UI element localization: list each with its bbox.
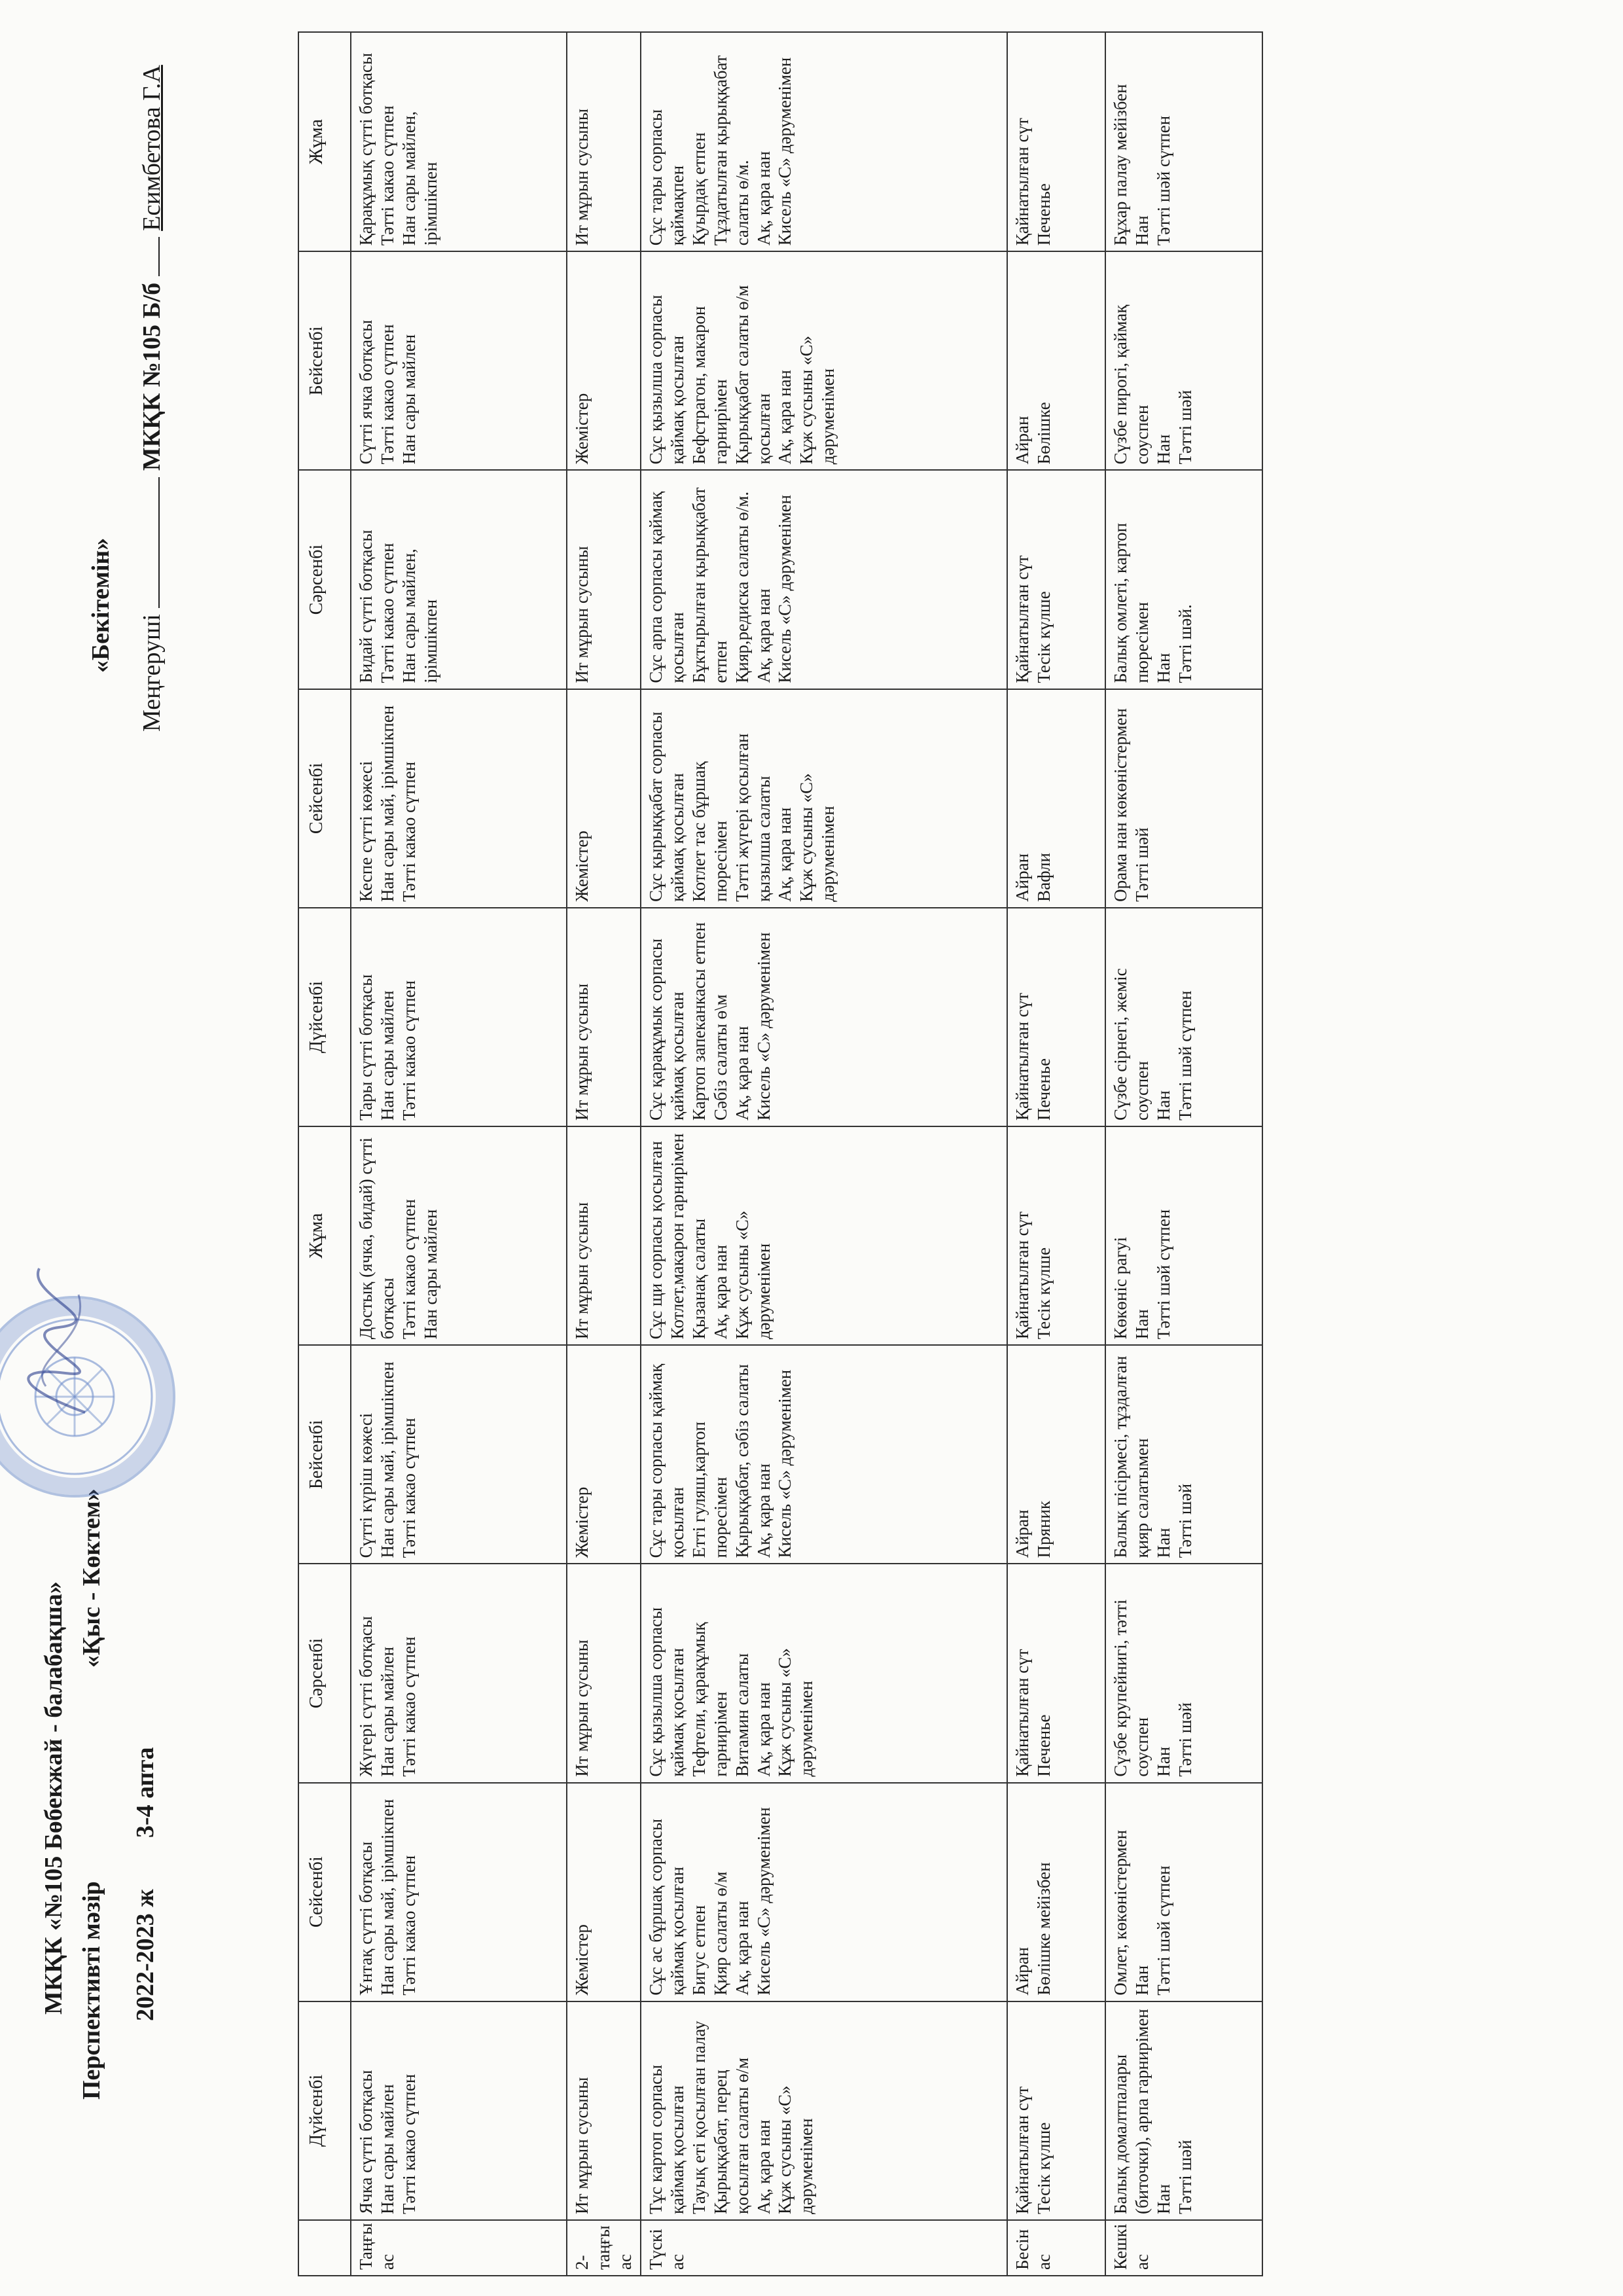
dish-line: Ақ, қара нан (775, 807, 795, 902)
menu-table (298, 31, 1263, 2276)
dish-line: Тәтті какао сүтпен (399, 1855, 419, 1996)
dish-line: Нан (1132, 1965, 1152, 1996)
dish-line: Қайнатылған сүт (1012, 2086, 1032, 2214)
dish-line: Бұктырылған қырыққабат етпен (688, 487, 730, 683)
dish-line: Нан (1153, 1528, 1173, 1558)
dish-line: Орама нан көкөністермен (1110, 708, 1130, 902)
menu-cell (1007, 1783, 1105, 2001)
dish-line: Ит мұрын сусыны (572, 108, 592, 246)
dish-line: Қайнатылған сүт (1012, 1211, 1032, 1340)
dish-line: Бөлішке (1033, 402, 1054, 465)
dish-line: Бұхар палау мейізбен (1110, 84, 1130, 246)
dish-line: Сұс қызылша сорпасы қаймақ қосылған (645, 1607, 687, 1777)
dish-line: Сүзбе сірнегі, жеміс соуспен (1110, 968, 1152, 1121)
dish-line: Жемістер (572, 1486, 592, 1558)
dish-line: Жемістер (572, 831, 592, 902)
year-label: 2022-2023 ж (132, 1889, 159, 2021)
dish-line: Ақ, қара нан (710, 1244, 730, 1340)
dish-line: Етті гуляш,картоп пюресімен (688, 1421, 730, 1558)
dish-line: Тесік күлше (1033, 2122, 1054, 2214)
dish-line: Нан сары май, ірімшікпен (377, 1361, 397, 1558)
menu-cell (567, 1126, 641, 1345)
dish-line: Қырыққабат, сәбіз салаты (732, 1364, 752, 1558)
dish-line: Нан сары майлен (377, 990, 397, 1121)
approval-role: Меңгеруші (138, 614, 166, 732)
dish-line: Тәтті шәй. (1175, 604, 1195, 683)
dish-line: Тұздатылған қырыққабат салаты ө/м. (710, 55, 752, 246)
menu-cell (1007, 908, 1105, 1126)
dish-line: Тары сүтті ботқасы (356, 974, 376, 1121)
meal-row (1007, 32, 1105, 2276)
menu-cell (351, 251, 567, 470)
day-header: Дүйсенбі (298, 908, 351, 1126)
signature-blank (158, 477, 160, 608)
menu-cell (567, 2001, 641, 2220)
menu-cell (1105, 470, 1262, 689)
dish-line: Ұнтақ сүтті ботқасы (356, 1841, 376, 1996)
menu-cell (1007, 2001, 1105, 2220)
dish-line: Тәтті шәй (1175, 389, 1195, 465)
dish-line: Нан (1153, 653, 1173, 683)
menu-cell (1105, 908, 1262, 1126)
menu-cell (351, 1564, 567, 1782)
dish-line: Нан сары май, ірімшікпен (377, 705, 397, 902)
menu-cell (1105, 1783, 1262, 2001)
menu-cell (567, 32, 641, 251)
dish-line: Нан (1153, 1746, 1173, 1777)
dish-line: Нан сары майлен (420, 1209, 440, 1340)
menu-cell (1007, 32, 1105, 251)
day-header: Сейсенбі (298, 1783, 351, 2001)
dish-line: Тауық еті қосылған палау (688, 2020, 709, 2214)
dish-line: Кисель «С» дәруменімен (753, 932, 774, 1121)
meal-row (351, 32, 567, 2276)
menu-cell (567, 1345, 641, 1564)
menu-cell (567, 251, 641, 470)
menu-cell (1105, 251, 1262, 470)
dish-line: Балық омлеті, картоп пюресімен (1110, 522, 1152, 683)
dish-line: Тесік күлше (1033, 1247, 1054, 1340)
menu-cell (1105, 32, 1262, 251)
dish-line: Ақ, қара нан (775, 370, 795, 465)
menu-cell (641, 1564, 1007, 1782)
dish-line: Кұж сусыны «С» дәруменімен (775, 2085, 817, 2214)
meal-name-cell: Түскі ас (641, 2220, 1007, 2276)
meal-name-cell: Таңғы ас (351, 2220, 567, 2276)
dish-line: Сұс қызылша сорпасы қаймақ қосылған (645, 295, 687, 465)
menu-cell (1105, 1564, 1262, 1782)
dish-line: Ит мұрын сусыны (572, 1640, 592, 1777)
dish-line: Кұж сусыны «С» дәруменімен (796, 773, 838, 902)
menu-cell (351, 908, 567, 1126)
dish-line: Сүзбе пирогі, қаймақ соуспен (1110, 304, 1152, 465)
dish-line: Қайнатылған сүт (1012, 1649, 1032, 1777)
dish-line: Сұс щи сорпасы қосылған (645, 1141, 666, 1340)
dish-line: Қарақұмық сүтті ботқасы (356, 52, 376, 246)
dish-line: Тәтті какао сүтпен (377, 543, 397, 683)
dish-line: Тәтті какао сүтпен (399, 2073, 419, 2214)
dish-line: Сұс ас бұршақ сорпасы қаймақ қосылған (645, 1818, 687, 1996)
menu-cell (1007, 1564, 1105, 1782)
dish-line: Тәтті жүгері қосылған қызылша салаты (732, 733, 774, 902)
day-header: Бейсенбі (298, 251, 351, 470)
dish-line: Тәтті какао сүтпен (399, 1418, 419, 1558)
dish-line: Сәбіз салаты ө\м (710, 994, 730, 1121)
meal-name-cell: Кешкі ас (1105, 2220, 1262, 2276)
menu-body (351, 32, 1262, 2276)
dish-line: Айран (1012, 1509, 1032, 1558)
menu-cell (351, 1345, 567, 1564)
dish-line: Ячка сүтті ботқасы (356, 2070, 376, 2214)
menu-cell (351, 689, 567, 908)
day-header: Жұма (298, 1126, 351, 1345)
day-header: Сәрсенбі (298, 470, 351, 689)
dish-line: Сұс арпа сорпасы қаймақ қосылған (645, 491, 687, 683)
dish-line: Тәтті шәй сүтпен (1153, 1865, 1173, 1996)
dish-line: Айран (1012, 853, 1032, 902)
dish-line: Сұс қырыққабат сорпасы қаймақ қосылған (645, 711, 687, 902)
dish-line: Нан сары майлен (399, 334, 419, 465)
season-title: «Қыс - Көктем» (78, 1488, 105, 1668)
menu-cell (1105, 2001, 1262, 2220)
dish-line: Тәтті какао сүтпен (399, 761, 419, 902)
dish-line: Витамин салаты (732, 1653, 752, 1777)
dish-line: Ит мұрын сусыны (572, 546, 592, 683)
menu-cell (641, 2001, 1007, 2220)
dish-line: Нан (1132, 1309, 1152, 1340)
dish-line: Сұс тары сорпасы қаймақпен (645, 109, 687, 246)
approval-org: МКҚК №105 Б/б (138, 282, 166, 471)
dish-line: Ит мұрын сусыны (572, 2077, 592, 2214)
dish-line: Картоп запеканкасы етпен (688, 922, 709, 1121)
corner-cell (298, 2220, 351, 2276)
weeks-label: 3-4 апта (132, 1747, 159, 1838)
dish-line: Қырыққабат, перец қосылған салаты ө/м (710, 2057, 752, 2214)
menu-cell (641, 251, 1007, 470)
menu-cell (567, 689, 641, 908)
dish-line: Бөлішке мейізбен (1033, 1862, 1054, 1996)
dish-line: Сүтті күріш көжесі (356, 1412, 376, 1558)
menu-cell (641, 1126, 1007, 1345)
dish-line: Сүзбе крупейнигі, тәтті соуспен (1110, 1599, 1152, 1777)
menu-cell (567, 908, 641, 1126)
dish-line: Тұс картоп сорпасы қаймақ қосылған (645, 2064, 687, 2214)
dish-line: Қуырдақ етпен (688, 132, 709, 246)
dish-line: Омлет, көкөністермен (1110, 1829, 1130, 1996)
menu-cell (1007, 251, 1105, 470)
menu-cell (1007, 1345, 1105, 1564)
menu-cell (567, 1783, 641, 2001)
dish-line: Нан сары майлен (377, 2084, 397, 2214)
dish-line: Жемістер (572, 393, 592, 465)
meal-name-cell: Бесін ас (1007, 2220, 1105, 2276)
dish-line: Тәтті какао сүтпен (399, 980, 419, 1121)
dish-line: Сүтті ячка ботқасы (356, 319, 376, 465)
header-row (298, 32, 351, 2276)
dish-line: Қияр салаты ө/м (710, 1871, 730, 1996)
dish-line: Бигус етпен (688, 1905, 709, 1996)
dish-line: Айран (1012, 1946, 1032, 1996)
meal-row (641, 32, 1007, 2276)
dish-line: Кұж сусыны «С» дәруменімен (732, 1210, 774, 1340)
menu-cell (351, 32, 567, 251)
dish-line: Нан сары май, ірімшікпен (377, 1799, 397, 1996)
menu-cell (641, 908, 1007, 1126)
dish-line: Кұж сусыны «С» дәруменімен (796, 335, 838, 465)
dish-line: Тәтті шәй сүтпен (1153, 1209, 1173, 1340)
dish-line: Балық пісірмесі, тұздалған қияр салатымен (1110, 1355, 1152, 1558)
dish-line: Тәтті шәй сүтпен (1153, 115, 1173, 246)
dish-line: Тесік күлше (1033, 591, 1054, 683)
menu-cell (641, 689, 1007, 908)
dish-line: Қайнатылған сүт (1012, 555, 1032, 683)
dish-line: Қызанақ салаты (688, 1218, 709, 1340)
dish-line: Тәтті шәй (1175, 2140, 1195, 2214)
dish-line: Сұс тары сорпасы қаймақ қосылған (645, 1363, 687, 1558)
menu-cell (351, 1126, 567, 1345)
dish-line: Тәтті шәй (1175, 1702, 1195, 1777)
dish-line: Тефтели, қарақұмық гарнирімен (688, 1622, 730, 1777)
approval-title: «Бекітемін» (87, 537, 115, 673)
dish-line: Бидай сүтті ботқасы (356, 529, 376, 683)
dish-line: Нан (1132, 215, 1152, 246)
day-header: Жұма (298, 32, 351, 251)
dish-line: Жүгері сүтті ботқасы (356, 1616, 376, 1777)
dish-line: Нан (1153, 2184, 1173, 2214)
menu-cell (351, 1783, 567, 2001)
dish-line: Нан сары майлен, ірімшікпен (399, 548, 440, 683)
dish-line: Ақ, қара нан (753, 588, 774, 683)
menu-title: Перспективті мәзір (78, 1881, 105, 2100)
menu-cell (641, 1783, 1007, 2001)
dish-line: Нан сары майлен (377, 1646, 397, 1777)
dish-line: Көкөніс рагуі (1110, 1236, 1130, 1340)
menu-cell (1105, 1345, 1262, 1564)
day-header: Дүйсенбі (298, 2001, 351, 2220)
dish-line: Кеспе сүтті көжесі (356, 761, 376, 902)
dish-line: Пряник (1033, 1500, 1054, 1558)
menu-cell (1007, 689, 1105, 908)
menu-cell (567, 470, 641, 689)
menu-cell (1105, 1126, 1262, 1345)
dish-line: Печенье (1033, 1058, 1054, 1121)
dish-line: Кисель «С» дәруменімен (775, 1369, 795, 1558)
dish-line: Кисель «С» дәруменімен (775, 495, 795, 683)
approval-line (137, 65, 166, 732)
dish-line: Кисель «С» дәруменімен (753, 1807, 774, 1996)
signature-blank-2 (158, 237, 160, 276)
meal-row (567, 32, 641, 2276)
day-header: Сәрсенбі (298, 1564, 351, 1782)
dish-line: Сұс қарақұмык сорпасы қаймақ қосылған (645, 938, 687, 1121)
dish-line: Тәтті какао сүтпен (399, 1199, 419, 1340)
dish-line: Тәтті какао сүтпен (377, 105, 397, 246)
dish-line: Нан сары майлен, ірімшікпен (399, 111, 440, 246)
dish-line: Ақ, қара нан (753, 1682, 774, 1777)
day-header: Бейсенбі (298, 1345, 351, 1564)
menu-cell (567, 1564, 641, 1782)
menu-cell (641, 1345, 1007, 1564)
dish-line: Ақ, қара нан (753, 2119, 774, 2214)
dish-line: Тәтті какао сүтпен (377, 324, 397, 465)
dish-line: Бефстрагон, макарон гарнирімен (688, 306, 730, 465)
dish-line: Ит мұрын сусыны (572, 1202, 592, 1340)
dish-line: Кұж сусыны «С» дәруменімен (775, 1648, 817, 1777)
dish-line: Тәтті шәй (1175, 1483, 1195, 1558)
dish-line: Ақ, қара нан (732, 1026, 752, 1121)
dish-line: Ит мұрын сусыны (572, 983, 592, 1121)
signature-scribble-icon (0, 1255, 118, 1426)
dish-line: Қайнатылған сүт (1012, 118, 1032, 246)
dish-line: Нан (1153, 1090, 1173, 1121)
menu-cell (1007, 1126, 1105, 1345)
menu-cell (351, 470, 567, 689)
dish-line: Қырыққабат салаты ө/м қосылған (732, 285, 774, 465)
day-header: Сейсенбі (298, 689, 351, 908)
dish-line: Тәтті какао сүтпен (399, 1636, 419, 1777)
dish-line: Нан (1153, 434, 1173, 465)
institution-title: МКҚК «№105 Бөбекжай - балабақша» (40, 1581, 67, 2015)
dish-line: Котлет,макарон гарнирімен (667, 1133, 687, 1340)
dish-line: Ақ, қара нан (732, 1901, 752, 1996)
dish-line: Кисель «С» дәруменімен (775, 57, 795, 246)
dish-line: Достық (ячка, бидай) сүтті ботқасы (356, 1137, 397, 1340)
menu-cell (1105, 689, 1262, 908)
approval-name: Есимбетова Г.А (138, 65, 166, 231)
menu-cell (1007, 470, 1105, 689)
dish-line: Қайнатылған сүт (1012, 992, 1032, 1121)
dish-line: Айран (1012, 416, 1032, 465)
dish-line: Тәтті шәй (1132, 827, 1152, 902)
dish-line: Тәтті шәй сүтпен (1175, 990, 1195, 1121)
dish-line: Ақ, қара нан (753, 151, 774, 246)
dish-line: Балық домалтпалары (биточки), арпа гарнирімен (1110, 2009, 1152, 2214)
dish-line: Печенье (1033, 183, 1054, 246)
dish-line: Вафли (1033, 853, 1054, 902)
meal-name-cell: 2-таңғы ас (567, 2220, 641, 2276)
dish-line: Печенье (1033, 1714, 1054, 1777)
dish-line: Жемістер (572, 1924, 592, 1996)
dish-line: Ақ, қара нан (753, 1463, 774, 1558)
menu-cell (351, 2001, 567, 2220)
menu-cell (641, 32, 1007, 251)
meal-row (1105, 32, 1262, 2276)
menu-cell (641, 470, 1007, 689)
dish-line: Қияр,редиска салаты ө/м. (732, 491, 752, 683)
dish-line: Котлет тас бұршақ пюресімен (688, 761, 730, 902)
